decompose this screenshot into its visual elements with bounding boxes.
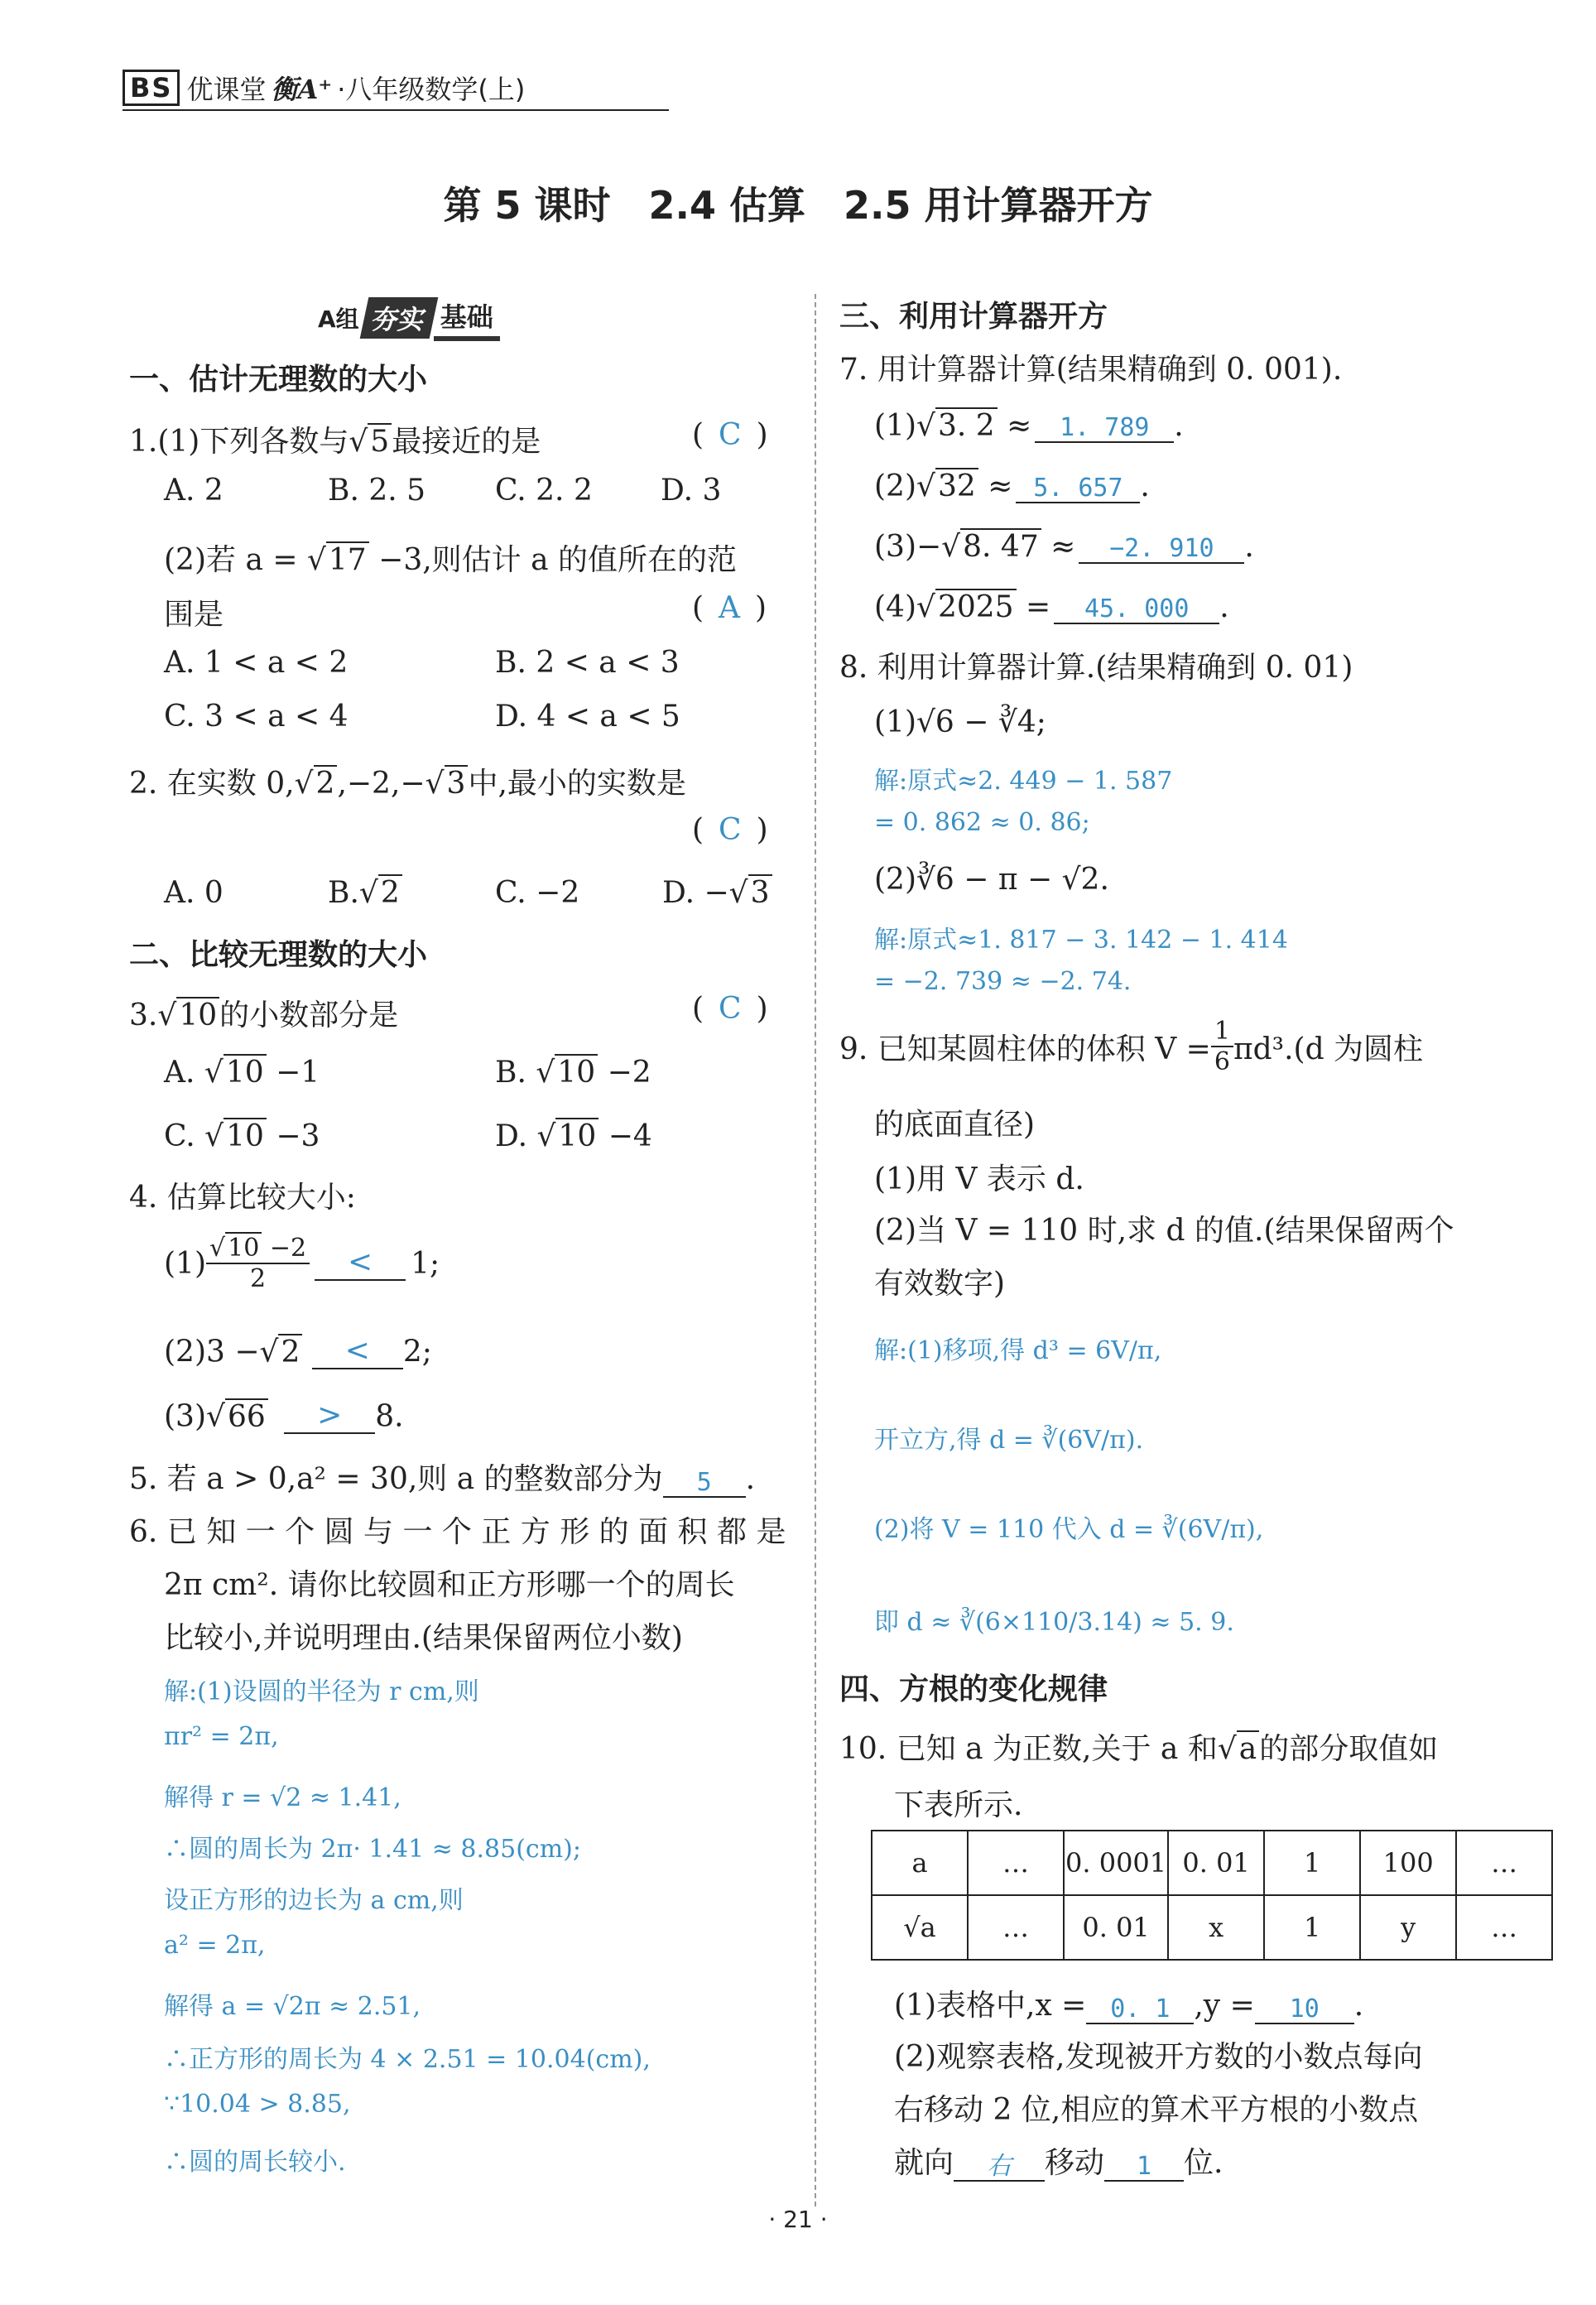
q10-answer-x: 0. 1: [1086, 1995, 1194, 2024]
q7-item-4: (4)√2025 = 45. 000 .: [874, 590, 1229, 624]
q9-part1: (1)用 V 表示 d.: [874, 1162, 1084, 1196]
q1-part2-text-a: (2)若 a =: [164, 543, 307, 577]
page-number: · 21 ·: [768, 2206, 828, 2233]
q3-option-b: B. √10 −2: [495, 1056, 651, 1090]
q3-answer: C: [719, 992, 742, 1026]
q9-line1: [839, 1017, 1423, 1076]
q7-item-3-op: ≈: [1041, 530, 1076, 564]
q3-rad: 10: [176, 997, 219, 1032]
q10-part2-b: 右移动 2 位,相应的算术平方根的小数点: [894, 2093, 1419, 2127]
q3-text: 的小数部分是: [219, 999, 399, 1032]
q10-table-cell: …: [1456, 1831, 1552, 1895]
q10-table-cell: 0. 0001: [1064, 1831, 1168, 1895]
q4-part1-num-tail: −2: [262, 1234, 307, 1263]
q10-line1-a: 10. 已知 a 为正数,关于 a 和: [839, 1732, 1218, 1766]
q2-option-d-rad: 3: [748, 874, 772, 910]
q2-answer-paren: ( C ): [692, 813, 768, 847]
q10-table-cell: y: [1360, 1895, 1456, 1960]
q7-item-2-answer: 5. 657: [1016, 474, 1140, 503]
q1-part2: (2)若 a = √17 −3,则估计 a 的值所在的范: [164, 543, 738, 577]
q8-part2-solution-2: = −2. 739 ≈ −2. 74.: [874, 967, 1132, 996]
q5-text: 5. 若 a > 0,a² = 30,则 a 的整数部分为: [129, 1462, 663, 1496]
q4-part3-answer: >: [284, 1399, 375, 1434]
q2-option-b: B.√2: [328, 876, 402, 910]
section-4-heading: 四、方根的变化规律: [839, 1672, 1108, 1706]
q3-option-a: A. √10 −1: [164, 1056, 320, 1090]
q1-part2-text-b: −3,则估计 a 的值所在的范: [368, 543, 738, 577]
q9-line1-a: 9. 已知某圆柱体的体积 V =: [839, 1032, 1211, 1066]
q4-part3-rad: 66: [225, 1398, 268, 1434]
q8-part2: (2)∛6 − π − √2.: [874, 863, 1109, 897]
q10-table: [871, 1830, 1553, 1961]
q1-part1-option-b: B. 2. 5: [328, 474, 426, 508]
q7-item-1-op: ≈: [997, 409, 1032, 443]
q1-part1-text: 1.(1)下列各数与: [129, 425, 349, 459]
q7-item-2-rad: 32: [935, 468, 978, 503]
q7-item-4-answer: 45. 000: [1054, 595, 1219, 624]
q9-fraction-num: 1: [1211, 1017, 1233, 1047]
q3-option-d-tail: −4: [608, 1119, 652, 1153]
q3-stem: 3.√10的小数部分是: [129, 999, 399, 1032]
q6-solution-line-2: πr² = 2π,: [164, 1722, 279, 1751]
q6-line3: 比较小,并说明理由.(结果保留两位小数): [164, 1621, 683, 1655]
q6-solution-line-3: 解得 r = √2 ≈ 1.41,: [164, 1783, 401, 1812]
q7-item-1-pre: (1): [874, 409, 916, 443]
q4-part1-tail: 1;: [411, 1246, 440, 1281]
group-word2: 基础: [434, 295, 500, 341]
q7-item-3: (3)−√8. 47 ≈ −2. 910 .: [874, 530, 1254, 564]
q7-item-3-pre: (3)−: [874, 530, 942, 564]
q8-part1: (1)√6 − ∛4;: [874, 705, 1046, 739]
q9-line2: 的底面直径): [874, 1108, 1036, 1142]
q10-part2-c-a: 就向: [894, 2146, 954, 2180]
q7-item-1: (1)√3. 2 ≈ 1. 789 .: [874, 409, 1184, 443]
q2-option-b-rad: 2: [378, 874, 402, 910]
q1-part1-radicand: 5: [368, 423, 392, 459]
q2-option-d: D. −√3: [662, 876, 772, 910]
q1-part2-option-b: B. 2 < a < 3: [495, 646, 680, 680]
q7-item-1-answer: 1. 789: [1035, 414, 1174, 443]
book-title: ·八年级数学(上): [337, 74, 526, 105]
q8-part2-solution-1: 解:原式≈1. 817 − 3. 142 − 1. 414: [874, 926, 1288, 955]
q2-text-a: 2. 在实数 0,: [129, 767, 295, 801]
q3-option-d-letter: D.: [495, 1119, 528, 1153]
q9-line1-b: πd³.(d 为圆柱: [1233, 1032, 1424, 1066]
q10-part1: [894, 1982, 1363, 2024]
q1-part2-radicand: 17: [326, 541, 369, 577]
q9-part2-b: 有效数字): [874, 1267, 1006, 1301]
q6-solution-line-6: a² = 2π,: [164, 1931, 266, 1960]
q6-line1: 6. 已 知 一 个 圆 与 一 个 正 方 形 的 面 积 都 是: [129, 1515, 786, 1549]
q10-part2-c-b: 移动: [1045, 2146, 1105, 2180]
section-1-heading: 一、估计无理数的大小: [129, 363, 428, 397]
q10-answer-places: 1: [1104, 2153, 1184, 2182]
group-word1: 夯实: [359, 297, 438, 339]
q7-item-2-op: ≈: [978, 469, 1013, 503]
q10-line1-b: 的部分取值如: [1259, 1732, 1439, 1766]
q5: [129, 1456, 755, 1498]
q3-option-d-rad: 10: [555, 1118, 598, 1153]
q7-item-1-rad: 3. 2: [935, 407, 997, 443]
section-2-heading: 二、比较无理数的大小: [129, 938, 428, 972]
q10-table-cell: 0. 01: [1064, 1895, 1168, 1960]
q7-item-4-op: =: [1016, 590, 1051, 624]
q6-solution-line-8: ∴正方形的周长为 4 × 2.51 = 10.04(cm),: [164, 2045, 651, 2074]
q1-part2-answer: A: [719, 591, 741, 625]
q8-part1-solution-1: 解:原式≈2. 449 − 1. 587: [874, 767, 1173, 796]
q1-part1-option-a: A. 2: [164, 474, 224, 508]
q3-option-c-tail: −3: [276, 1119, 320, 1153]
q3-answer-paren: ( C ): [692, 992, 768, 1026]
q10-table-cell: 0. 01: [1168, 1831, 1264, 1895]
q5-tail: .: [745, 1462, 756, 1496]
q3-option-d: D. √10 −4: [495, 1119, 652, 1153]
q4-part2-pre: (2)3 −: [164, 1335, 260, 1369]
q1-part1-option-c: C. 2. 2: [495, 474, 593, 508]
q1-part2-option-a: A. 1 < a < 2: [164, 646, 349, 680]
q6-solution-line-9: ∵10.04 > 8.85,: [164, 2090, 351, 2119]
q7-title: 7. 用计算器计算(结果精确到 0. 001).: [839, 353, 1343, 387]
q10-part1-b: ,y =: [1194, 1989, 1255, 2023]
q1-part1-answer-paren: ( C ): [692, 418, 768, 452]
q1-part2-option-c: C. 3 < a < 4: [164, 700, 349, 734]
q9-solution-1: 解:(1)移项,得 d³ = 6V/π,: [874, 1336, 1162, 1365]
q9-fraction: [1211, 1017, 1233, 1076]
q2-stem: 2. 在实数 0,√2,−2,−√3中,最小的实数是: [129, 767, 686, 801]
q4-part1-den: 2: [249, 1264, 267, 1293]
q10-part2-c: [894, 2139, 1223, 2182]
q5-answer: 5: [663, 1469, 746, 1498]
q1-part2-answer-paren: ( A ): [692, 591, 767, 625]
q9-solution-2: 开立方,得 d = ∛(6V/π).: [874, 1426, 1144, 1455]
q2-rad2: 3: [445, 765, 469, 801]
q4-part1-fraction: $\frac{√ 10 -2}{2}$: [206, 1234, 310, 1293]
q3-option-c-letter: C.: [164, 1119, 195, 1153]
q2-text-c: 中,最小的实数是: [468, 767, 686, 801]
section-3-heading: 三、利用计算器开方: [839, 300, 1108, 334]
q9-solution-4: 即 d ≈ ∛(6×110/3.14) ≈ 5. 9.: [874, 1608, 1234, 1637]
q10-line1-rad: a: [1237, 1730, 1259, 1766]
group-label: A组: [318, 306, 359, 333]
q7-item-4-pre: (4): [874, 590, 916, 624]
q3-option-b-letter: B.: [495, 1056, 526, 1090]
q6-solution-line-4: ∴圆的周长为 2π· 1.41 ≈ 8.85(cm);: [164, 1835, 581, 1864]
q7-item-3-answer: −2. 910: [1079, 535, 1244, 564]
q4-part1-pre: (1): [164, 1246, 206, 1281]
q10-table-cell: √a: [872, 1895, 968, 1960]
q6-solution-line-1: 解:(1)设圆的半径为 r cm,则: [164, 1677, 479, 1706]
column-divider: [815, 294, 816, 2206]
q4-part2: (2)3 −√2 < 2;: [164, 1334, 432, 1369]
q10-table-cell: x: [1168, 1895, 1264, 1960]
q2-option-b-label: B.: [328, 876, 359, 910]
q1-part1-answer: C: [719, 418, 742, 452]
group-badge: [318, 295, 500, 341]
q10-part1-c: .: [1353, 1989, 1364, 2023]
q4-part2-rad: 2: [278, 1334, 302, 1369]
q10-table-cell: 100: [1360, 1831, 1456, 1895]
q6-solution-line-5: 设正方形的边长为 a cm,则: [164, 1886, 464, 1915]
q10-table-cell: 1: [1264, 1895, 1360, 1960]
q10-table-cell: 1: [1264, 1831, 1360, 1895]
q3-option-a-letter: A.: [164, 1056, 195, 1090]
q3-option-a-tail: −1: [276, 1056, 320, 1090]
q10-table-cell: …: [1456, 1895, 1552, 1960]
q8-title: 8. 利用计算器计算.(结果精确到 0. 01): [839, 651, 1353, 685]
q10-part2-a: (2)观察表格,发现被开方数的小数点每向: [894, 2040, 1423, 2074]
q4-part2-answer: <: [312, 1335, 403, 1369]
logo: BS: [123, 70, 180, 106]
q10-answer-y: 10: [1255, 1995, 1354, 2024]
q10-part1-a: (1)表格中,x =: [894, 1989, 1087, 2023]
q10-line2: 下表所示.: [894, 1788, 1023, 1822]
q9-solution-3: (2)将 V = 110 代入 d = ∛(6V/π),: [874, 1515, 1264, 1544]
q6-solution-line-10: ∴圆的周长较小.: [164, 2148, 346, 2177]
q4-part3-tail: 8.: [375, 1399, 404, 1434]
q1-part2-option-d: D. 4 < a < 5: [495, 700, 680, 734]
q4-part1-answer: <: [315, 1246, 406, 1281]
q7-item-3-rad: 8. 47: [960, 528, 1041, 564]
q8-part1-solution-2: = 0. 862 ≈ 0. 86;: [874, 808, 1090, 837]
q3-option-b-tail: −2: [607, 1056, 651, 1090]
q10-table-row-2: [872, 1895, 1552, 1960]
q4-part1-num-rad: 10: [225, 1232, 262, 1263]
q2-option-d-label: D. −: [662, 876, 729, 910]
q6-line2: 2π cm². 请你比较圆和正方形哪一个的周长: [164, 1568, 735, 1602]
q3-num: 3.: [129, 999, 158, 1032]
q7-item-4-rad: 2025: [935, 589, 1017, 624]
header: [123, 65, 525, 111]
q10-line1: 10. 已知 a 为正数,关于 a 和√a的部分取值如: [839, 1732, 1439, 1766]
q4-part1: [164, 1234, 440, 1293]
q1-part1: 1.(1)下列各数与√5最接近的是: [129, 425, 541, 459]
q3-option-b-rad: 10: [555, 1054, 598, 1090]
q2-text-b: ,−2,−: [337, 767, 425, 801]
q1-part2-line2: 围是: [164, 598, 224, 632]
header-rule: [123, 109, 669, 111]
q10-table-cell: a: [872, 1831, 968, 1895]
q2-rad1: 2: [314, 765, 338, 801]
q3-option-c-rad: 10: [224, 1118, 267, 1153]
q9-part2-a: (2)当 V = 110 时,求 d 的值.(结果保留两个: [874, 1214, 1454, 1248]
q2-answer: C: [719, 813, 742, 847]
q4-part3-pre: (3): [164, 1399, 206, 1434]
q1-part1-option-d: D. 3: [661, 474, 722, 508]
q6-solution-line-7: 解得 a = √2π ≈ 2.51,: [164, 1992, 421, 2021]
q10-table-cell: …: [968, 1831, 1064, 1895]
q2-option-c: C. −2: [495, 876, 580, 910]
brand-mark: 衡A⁺: [271, 74, 333, 105]
q4-part3: (3)√66 > 8.: [164, 1398, 404, 1434]
q10-answer-direction: 右: [954, 2153, 1045, 2182]
q1-part1-tail: 最接近的是: [392, 425, 541, 459]
q9-fraction-den: 6: [1214, 1047, 1230, 1076]
q10-table-row-1: [872, 1831, 1552, 1895]
q2-option-a: A. 0: [164, 876, 224, 910]
q10-part2-c-c: 位.: [1184, 2146, 1223, 2180]
q3-option-c: C. √10 −3: [164, 1119, 320, 1153]
page-title: 第 5 课时 2.4 估算 2.5 用计算器开方: [443, 183, 1153, 228]
q7-item-2: (2)√32 ≈ 5. 657 .: [874, 469, 1150, 503]
q3-option-a-rad: 10: [224, 1054, 267, 1090]
q7-item-2-pre: (2): [874, 469, 916, 503]
brand: 优课堂: [186, 74, 267, 105]
q4-part2-tail: 2;: [402, 1335, 432, 1369]
q10-table-cell: …: [968, 1895, 1064, 1960]
q4-title: 4. 估算比较大小:: [129, 1181, 356, 1215]
